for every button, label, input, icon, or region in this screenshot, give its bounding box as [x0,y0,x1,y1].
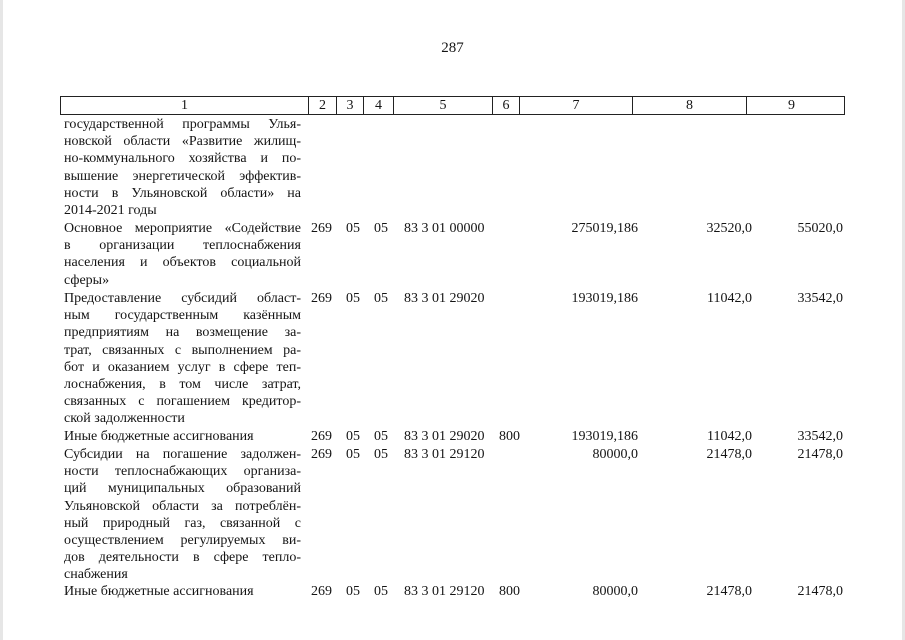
scan-edge-left [0,0,3,640]
cell-amount-8: 21478,0 [706,584,752,599]
name-line: но-коммунального хозяйства и по- [64,151,301,167]
cell-amount-7: 275019,186 [571,221,638,236]
cell-expense-type: 800 [499,429,520,444]
name-line: предприятиям на возмещение за- [64,325,301,341]
header-col-4: 4 [363,97,393,114]
name-line: ности в Ульяновской области» на [64,185,301,201]
name-line: трат, связанных с выполнением ра- [64,342,301,358]
cell-amount-9: 55020,0 [797,221,843,236]
header-col-1: 1 [181,98,188,113]
cell-target-code: 83 3 01 29020 [404,291,485,306]
header-col-6: 6 [492,97,519,114]
name-line: Предоставление субсидий област- [64,291,301,306]
cell-amount-9: 21478,0 [797,584,843,599]
cell-ministry: 269 [311,221,332,236]
name-line: связанных с погашением кредитор- [64,394,301,410]
row-name [64,220,301,289]
name-line: Субсидии на погашение задолжен- [64,447,301,462]
name-line: 2014-2021 годы [64,203,157,219]
row-name [64,116,301,219]
name-line: Иные бюджетные ассигнования [64,429,254,444]
cell-section: 05 [346,447,360,462]
cell-section: 05 [346,221,360,236]
cell-expense-type: 800 [499,584,520,599]
row-name [64,583,301,600]
cell-section: 05 [346,291,360,306]
cell-amount-9: 33542,0 [797,429,843,444]
cell-section: 05 [346,429,360,444]
name-line: Ульяновской области за потреблён- [64,498,301,514]
name-line: вышение энергетической эффектив- [64,168,301,184]
name-line: ций муниципальных образований [64,481,301,497]
row-name [64,428,301,445]
cell-ministry: 269 [311,447,332,462]
row-name [64,446,301,584]
name-line: государственной программы Улья- [64,117,301,132]
cell-amount-9: 33542,0 [797,291,843,306]
header-col-5: 5 [393,97,492,114]
cell-amount-9: 21478,0 [797,447,843,462]
header-col-9: 9 [746,97,836,114]
cell-amount-8: 21478,0 [706,447,752,462]
name-line: ности теплоснабжающих организа- [64,464,301,480]
cell-subsection: 05 [374,429,388,444]
name-line: дов деятельности в сфере тепло- [64,550,301,566]
header-col-8: 8 [632,97,746,114]
cell-amount-8: 32520,0 [706,221,752,236]
cell-ministry: 269 [311,291,332,306]
cell-subsection: 05 [374,584,388,599]
header-col-7: 7 [519,97,632,114]
name-line: сферы» [64,272,110,288]
cell-amount-7: 193019,186 [571,291,638,306]
name-line: в организации теплоснабжения [64,238,301,254]
cell-target-code: 83 3 01 29020 [404,429,485,444]
cell-subsection: 05 [374,291,388,306]
name-line: Основное мероприятие «Содействие [64,221,301,236]
cell-ministry: 269 [311,584,332,599]
name-line: Иные бюджетные ассигнования [64,584,254,599]
cell-amount-7: 193019,186 [571,429,638,444]
name-line: осуществлением регулируемых ви- [64,533,301,549]
cell-amount-8: 11042,0 [707,291,752,306]
name-line: снабжения [64,567,128,583]
cell-amount-7: 80000,0 [592,447,638,462]
cell-target-code: 83 3 01 29120 [404,447,485,462]
cell-section: 05 [346,584,360,599]
name-line: ным государственным казённым [64,308,301,324]
cell-ministry: 269 [311,429,332,444]
cell-target-code: 83 3 01 29120 [404,584,485,599]
name-line: ный природный газ, связанной с [64,515,301,531]
name-line: лоснабжения, в том числе затрат, [64,377,301,393]
page-number: 287 [441,40,464,56]
name-line: населения и объектов социальной [64,255,301,271]
cell-subsection: 05 [374,221,388,236]
cell-subsection: 05 [374,447,388,462]
name-line: бот и оказанием услуг в сфере теп- [64,359,301,375]
table-header [60,96,845,115]
name-line: ской задолженности [64,411,185,427]
cell-amount-7: 80000,0 [592,584,638,599]
header-col-2: 2 [308,97,336,114]
cell-amount-8: 11042,0 [707,429,752,444]
name-line: новской области «Развитие жилищ- [64,134,301,150]
row-name [64,290,301,428]
cell-target-code: 83 3 01 00000 [404,221,485,236]
header-col-3: 3 [336,97,363,114]
